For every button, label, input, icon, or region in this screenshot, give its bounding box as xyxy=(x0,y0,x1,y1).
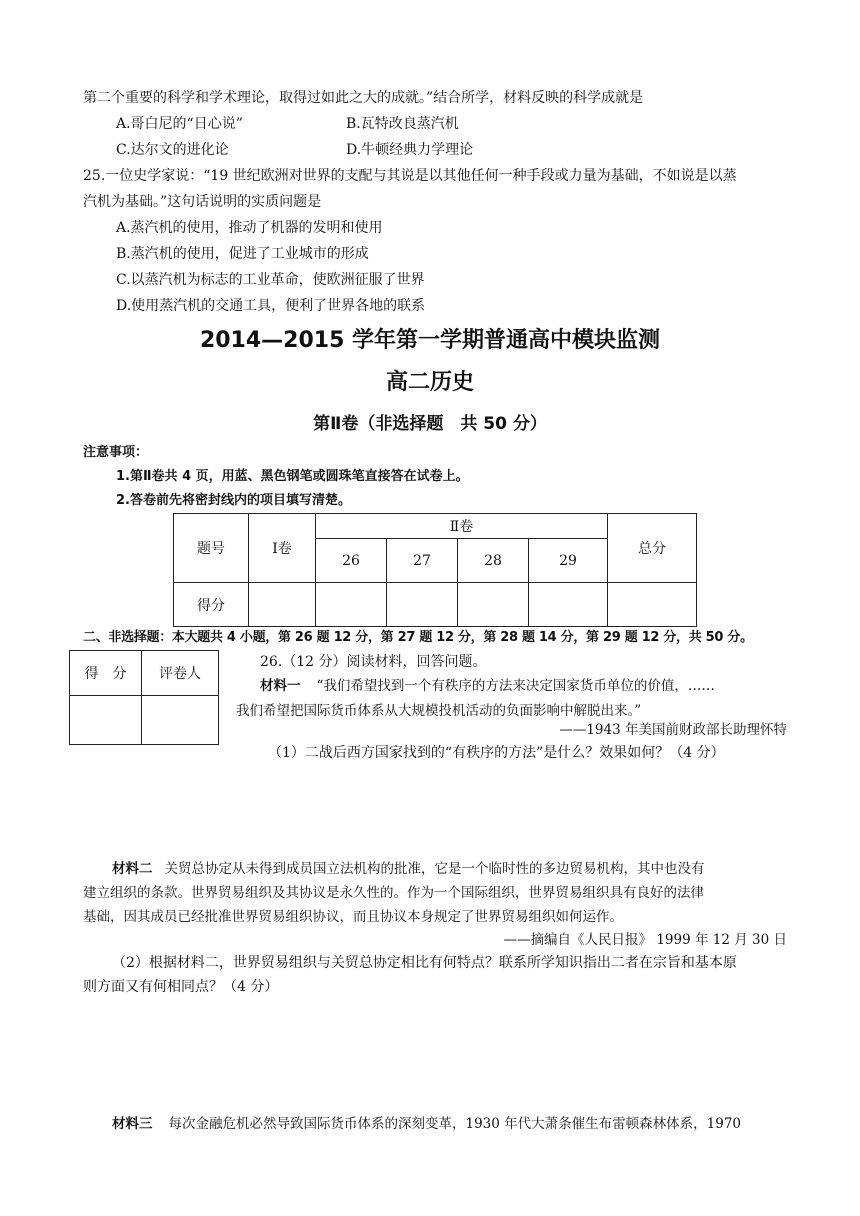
grader-score-cell[interactable] xyxy=(70,696,142,745)
q24-option-d: D.牛顿经典力学理论 xyxy=(346,142,474,158)
material2-line3: 基础，因其成员已经批准世界贸易组织协议，而且协议本身规定了世界贸易组织如何运作。 xyxy=(83,909,623,925)
grader-table-grader-label: 评卷人 xyxy=(142,651,219,696)
score-cell-q26[interactable] xyxy=(316,583,387,627)
subject-title: 高二历史 xyxy=(385,370,474,395)
q26-sub2-line1: （2）根据材料二，世界贸易组织与关贸总协定相比有何特点？联系所学知识指出二者在宗旨和基本原 xyxy=(112,955,737,971)
score-table-part1-label: Ⅰ卷 xyxy=(249,514,316,583)
score-cell-part1[interactable] xyxy=(249,583,316,627)
notice-heading: 注意事项： xyxy=(83,445,149,460)
score-cell-q29[interactable] xyxy=(529,583,608,627)
score-table-q26: 26 xyxy=(316,539,387,583)
material2-label: 材料二 xyxy=(112,861,153,877)
material2-source: ——摘编自《人民日报》 1999 年 12 月 30 日 xyxy=(503,932,787,948)
material1-line2: 我们希望把国际货币体系从大规模投机活动的负面影响中解脱出来。” xyxy=(236,703,642,719)
score-table-q27: 27 xyxy=(387,539,458,583)
grader-table-score-label: 得 分 xyxy=(70,651,142,696)
section2-heading: 二、非选择题：本大题共 4 小题，第 26 题 12 分，第 27 题 12 分，第 28 题 14 分，第 29 题 12 分，共 50 分。 xyxy=(83,630,753,645)
score-table-q29: 29 xyxy=(529,539,608,583)
score-table-score-label: 得分 xyxy=(174,583,249,627)
q25-option-a: A.蒸汽机的使用，推动了机器的发明和使用 xyxy=(116,220,383,236)
material2-line1: 关贸总协定从未得到成员国立法机构的批准，它是一个临时性的多边贸易机构，其中也没有 xyxy=(164,861,705,877)
material3-label: 材料三 xyxy=(112,1116,153,1132)
notice-item-1: 1.第Ⅱ卷共 4 页，用蓝、黑色钢笔或圆珠笔直接答在试卷上。 xyxy=(116,469,469,484)
notice-item-2: 2.答卷前先将密封线内的项目填写清楚。 xyxy=(116,493,351,508)
material2-line2: 建立组织的条款。世界贸易组织及其协议是永久性的。作为一个国际组织，世界贸易组织具有良好的法律 xyxy=(83,885,704,901)
material1-label: 材料一 xyxy=(260,678,301,694)
score-cell-q27[interactable] xyxy=(387,583,458,627)
q24-option-a: A.哥白尼的“日心说” xyxy=(116,116,243,132)
q26-stem: 26.（12 分）阅读材料，回答问题。 xyxy=(260,654,487,670)
grader-table xyxy=(69,650,219,745)
q25-option-c: C.以蒸汽机为标志的工业革命，使欧洲征服了世界 xyxy=(116,272,425,288)
exam-title: 2014—2015 学年第一学期普通高中模块监测 xyxy=(199,328,661,353)
q25-stem-line2: 汽机为基础。”这句话说明的实质问题是 xyxy=(83,194,322,210)
score-table-total-label: 总分 xyxy=(608,514,697,583)
score-table-part2-label: Ⅱ卷 xyxy=(316,514,608,539)
score-table xyxy=(173,513,697,627)
material3-line1: 每次金融危机必然导致国际货币体系的深刻变革，1930 年代大萧条催生布雷顿森林体系，1970 xyxy=(168,1116,742,1132)
grader-name-cell[interactable] xyxy=(142,696,219,745)
score-cell-q28[interactable] xyxy=(458,583,529,627)
material1-source: ——1943 年美国前财政部长助理怀特 xyxy=(559,722,787,738)
q24-option-b: B.瓦特改良蒸汽机 xyxy=(346,116,459,132)
score-table-qno-label: 题号 xyxy=(174,514,249,583)
q25-option-b: B.蒸汽机的使用，促进了工业城市的形成 xyxy=(116,246,369,262)
q25-stem-line1: 25.一位史学家说：“19 世纪欧洲对世界的支配与其说是以其他任何一种手段或力量为基础，不如说是以蒸 xyxy=(83,168,737,184)
q26-sub1: （1）二战后西方国家找到的“有秩序的方法”是什么？效果如何？（4 分） xyxy=(268,745,725,761)
paper-section-title: 第Ⅱ卷（非选择题 共 50 分） xyxy=(313,414,547,434)
q25-option-d: D.使用蒸汽机的交通工具，便利了世界各地的联系 xyxy=(116,298,426,314)
q26-sub2-line2: 则方面又有何相同点？（4 分） xyxy=(83,979,279,995)
score-table-q28: 28 xyxy=(458,539,529,583)
q24-stem-tail: 第二个重要的科学和学术理论，取得过如此之大的成就。”结合所学，材料反映的科学成就是 xyxy=(83,90,644,106)
material1-line1: “我们希望找到一个有秩序的方法来决定国家货币单位的价值，…… xyxy=(316,678,715,694)
q24-option-c: C.达尔文的进化论 xyxy=(116,142,229,158)
score-cell-total[interactable] xyxy=(608,583,697,627)
